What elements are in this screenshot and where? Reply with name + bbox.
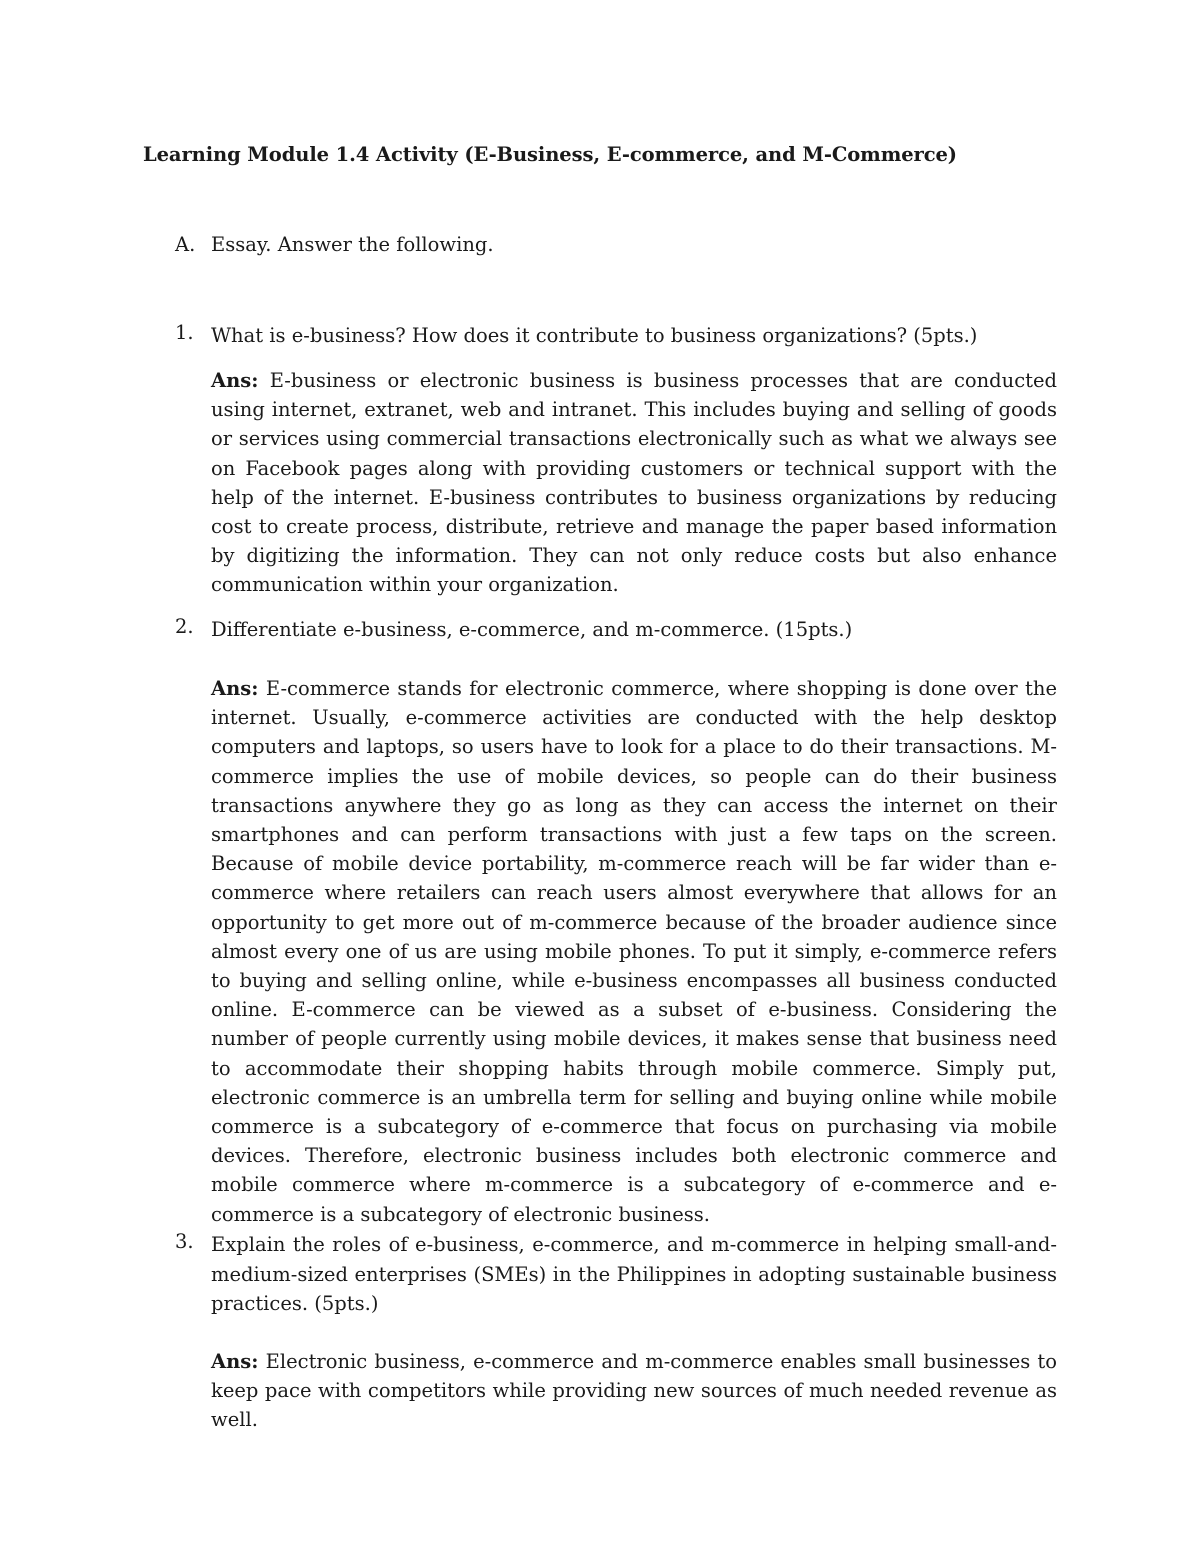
question-text: What is e-business? How does it contribute to business organizations? (5pts.) bbox=[211, 324, 978, 347]
question-text: Differentiate e-business, e-commerce, and m-commerce. (15pts.) bbox=[211, 618, 853, 641]
answer-text: E-business or electronic business is business processes that are conducted using internet, extranet, web and intranet. This includes buying and selling of goods or services using commercial transactions electronically such as what we always see on Facebook pages along with providing customers or technical support with the help of the internet. E-business contributes to business organizations by reducing cost to create process, distribute, retrieve and manage the paper based information by digitizing the information. They can not only reduce costs but also enhance communication within your organization. bbox=[211, 369, 1057, 597]
question-3 bbox=[175, 1230, 1057, 1319]
question-1 bbox=[175, 321, 1057, 351]
section-marker: A. bbox=[175, 233, 196, 256]
answer-3 bbox=[211, 1347, 1057, 1435]
question-text: Explain the roles of e-business, e-commerce, and m-commerce in helping small-and-medium-sized enterprises (SMEs) in the Philippines in adopting sustainable business practices. (5pts.) bbox=[211, 1233, 1057, 1315]
question-number: 3. bbox=[175, 1230, 194, 1253]
question-2 bbox=[175, 615, 1057, 645]
answer-label: Ans: bbox=[211, 369, 259, 392]
answer-text: Electronic business, e-commerce and m-commerce enables small businesses to keep pace with competitors while providing new sources of much needed revenue as well. bbox=[211, 1350, 1057, 1432]
answer-text: E-commerce stands for electronic commerce, where shopping is done over the internet. Usually, e-commerce activities are conducted with the help desktop computers and laptops, so users have to look for a place to do their transactions. M-commerce implies the use of mobile devices, so people can do their business transactions anywhere they go as long as they can access the internet on their smartphones and can perform transactions with just a few taps on the screen. Because of mobile device portability, m-commerce reach will be far wider than e-commerce where retailers can reach users almost everywhere that allows for an opportunity to get more out of m-commerce because of the broader audience since almost every one of us are using mobile phones. To put it simply, e-commerce refers to buying and selling online, while e-business encompasses all business conducted online. E-commerce can be viewed as a subset of e-business. Considering the number of people currently using mobile devices, it makes sense that business need to accommodate their shopping habits through mobile commerce. Simply put, electronic commerce is an umbrella term for selling and buying online while mobile commerce is a subcategory of e-commerce that focus on purchasing via mobile devices. Therefore, electronic business includes both electronic commerce and mobile commerce where m-commerce is a subcategory of e-commerce and e-commerce is a subcategory of electronic business. bbox=[211, 677, 1057, 1226]
document-title: Learning Module 1.4 Activity (E-Business, E-commerce, and M-Commerce) bbox=[143, 143, 957, 166]
question-number: 2. bbox=[175, 615, 194, 638]
answer-label: Ans: bbox=[211, 677, 259, 700]
section-heading bbox=[175, 233, 494, 256]
answer-2 bbox=[211, 674, 1057, 1229]
question-number: 1. bbox=[175, 321, 194, 344]
answer-1 bbox=[211, 366, 1057, 600]
section-instruction: Essay. Answer the following. bbox=[211, 233, 494, 256]
answer-label: Ans: bbox=[211, 1350, 259, 1373]
